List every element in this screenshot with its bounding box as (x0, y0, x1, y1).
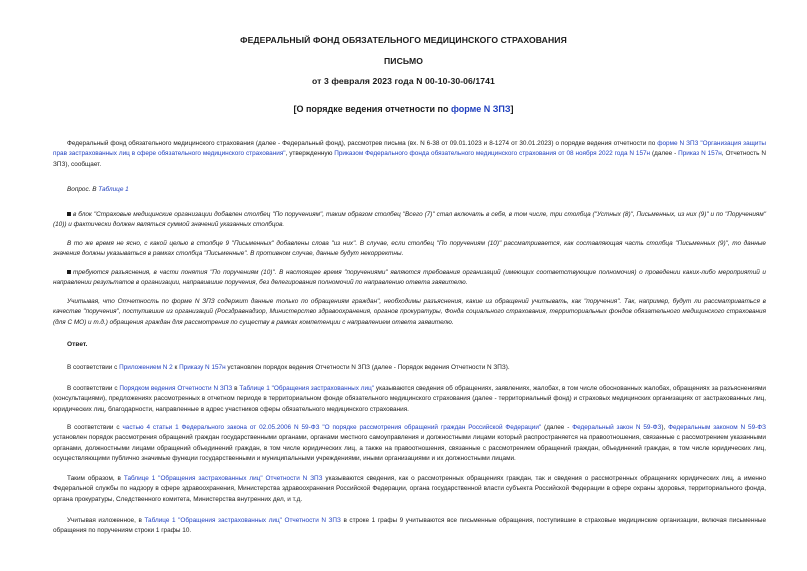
intro-text-2: , утвержденную (285, 150, 335, 158)
question-item-2-text: В то же время не ясно, с какой целью в столбце 9 "Письменных" добавлены слова "из них". В случае, если столбец "По поручениям (10)" рассматривается, как составляющая часть столбца "Письменных (9)", то данные значения должны указываться в рамках столбца "Письменные". В противном случае, данные будут некорректны. (53, 240, 766, 258)
subject-close: ] (510, 104, 514, 114)
law-59fz-link[interactable]: Федеральный закон N 59-ФЗ (572, 424, 662, 431)
bullet-icon (67, 212, 71, 216)
question-text: Вопрос. В (67, 186, 99, 193)
a3-text-3: ), (661, 424, 669, 431)
answer-paragraph-4 (53, 474, 766, 505)
org-heading: ФЕДЕРАЛЬНЫЙ ФОНД ОБЯЗАТЕЛЬНОГО МЕДИЦИНСКОГО СТРАХОВАНИЯ (240, 35, 567, 45)
order-157n-link[interactable]: Приказу N 157н (179, 364, 226, 371)
a4-text-2: указываются сведения, как о рассмотренных обращениях граждан, так и сведения о рассмотренных обращениях юридических лиц, а именно Федеральной службы по надзору в сфере здравоохранения, Министерства здравоохранения Российской Федерации, органа государственной власти субъекта Российской Федерации в сфере охраны здоровья, территориального фонда, органа прокуратуры, Следственного комитета, Министерства внутренних дел, и т.д. (53, 475, 766, 503)
date-number-heading: от 3 февраля 2023 года N 00-10-30-06/1741 (312, 76, 495, 86)
order-157n-link[interactable]: Приказ N 157н (678, 150, 722, 158)
answer-paragraph-2 (53, 384, 766, 415)
a1-text-3: установлен порядок ведения Отчетности N ЗПЗ (далее - Порядок ведения Отчетности N ЗПЗ). (225, 364, 510, 371)
question-item-1 (53, 210, 766, 231)
law-59fz-article-link[interactable]: частью 4 статьи 1 Федерального закона от 02.05.2006 N 59-ФЗ "О порядке рассмотрения обращений граждан Российской Федерации" (122, 424, 542, 431)
table-1-report-link[interactable]: Таблице 1 "Обращения застрахованных лиц" Отчетности N ЗПЗ (144, 517, 341, 524)
order-157n-full-link[interactable]: Приказом Федерального фонда обязательного медицинского страхования от 08 ноября 2022 года N 157н (334, 150, 651, 158)
question-item-3 (53, 268, 766, 289)
reporting-procedure-link[interactable]: Порядком ведения Отчетности N ЗПЗ (119, 385, 233, 392)
a5-text-2: в строке 1 графы 9 учитываются все письменные обращения, поступившие в страховые медицинские организации, включая письменные обращения по поручениям строки 1 графы 10. (53, 517, 766, 535)
a2-text-2: в (232, 385, 240, 392)
answer-paragraph-1 (53, 363, 766, 373)
table-1-link[interactable]: Таблице 1 (98, 186, 129, 193)
intro-text-1: Федеральный фонд обязательного медицинского страхования (далее - Федеральный фонд), рассмотрев письма (вх. N 6-38 от 09.01.1023 и 8-1274 от 30.01.2023) о порядке ведения отчетности по (67, 140, 658, 147)
subject-line (0, 104, 807, 114)
law-59fz-link-2[interactable]: Федеральным законом N 59-ФЗ (668, 424, 766, 431)
form-zpz-title-link[interactable]: форме N ЗПЗ "Организация защиты прав застрахованных лиц в сфере обязательного медицинского страхования" (53, 140, 766, 158)
question-item-4 (53, 297, 766, 328)
question-item-2 (53, 239, 766, 260)
answer-paragraph-5 (53, 516, 766, 537)
question-paragraph (53, 185, 766, 195)
question-item-3-text: требуются разъяснения, в части понятия "По поручениям (10)". В настоящее время "поручениями" являются требования организаций (имеющих соответствующие полномочия) о проведении каких-либо мероприятий и направлении результатов в организации, направившие поручения, без делегирования полномочий по направлению ответа заявителю. (53, 269, 766, 287)
answer-paragraph-3 (53, 423, 766, 464)
question-item-4-text: Учитывая, что Отчетность по форме N ЗПЗ содержит данные только по обращениям граждан", необходимы разъяснения, какие из обращений учитывать, как "поручения". Так, например, будут ли рассматриваться в качестве "поручения", поступившие из организаций (Росздравнадзор, Министерство здравоохранения, органов прокуратуры, Фонда социального страхования, территориальных фондов обязательного медицинского страхования (для С МО) и т.д.) обращения граждан для рассмотрения по существу в рамках компетенции с направлением ответа заявителю. (53, 298, 766, 326)
intro-paragraph (53, 139, 766, 170)
table-1-link[interactable]: Таблице 1 "Обращения застрахованных лиц" (239, 385, 375, 392)
appendix-2-link[interactable]: Приложением N 2 (119, 364, 173, 371)
a5-text-1: Учитывая изложенное, в (67, 517, 145, 524)
form-zpz-link[interactable]: форме N ЗПЗ (451, 104, 511, 114)
intro-text-4: , Отчетность N ЗПЗ), сообщает. (53, 150, 766, 168)
subject-open: [О порядке ведения отчетности по (293, 104, 451, 114)
a3-text-1: В соответствии с (67, 424, 123, 431)
intro-text-3: (далее - (650, 150, 679, 158)
answer-label: Ответ. (67, 341, 88, 348)
a1-text-1: В соответствии с (67, 364, 120, 371)
a2-text-1: В соответствии с (67, 385, 120, 392)
a3-text-4: установлен порядок рассмотрения обращений граждан государственными органами, органами местного самоуправления и должностными лицами который распространяется на правоотношения, связанные с рассмотрением указанными органами, должностными лицами обращений объединений граждан, в том числе юридических лиц, а также на правоотношения, связанные с рассмотрением обращений граждан, объединений граждан, в том числе юридических лиц, осуществляющими публично значимые функции государственными и муниципальными учреждениями, иными организациями и их должностными лицами. (53, 434, 766, 462)
doc-type-heading: ПИСЬМО (384, 56, 423, 66)
a2-text-3: указываются сведения об обращениях, заявлениях, жалобах, в том числе обоснованных жалобах, обращениях за разъяснениями (консультациями), предложениях рассмотренных в отчетном периоде в территориальном фонде обязательного медицинского страхования (далее - территориальный фонд) и страховых медицинских организациях от застрахованных лиц, юридических лиц, благодарности, направленные в адрес участников сферы обязательного медицинского страхования. (53, 385, 766, 413)
table-1-report-link[interactable]: Таблице 1 "Обращения застрахованных лиц" Отчетности N ЗПЗ (123, 475, 323, 482)
question-item-1-text: в блок "Страховые медицинские организации добавлен столбец "По поручениям", таким образом столбец "Всего (7)" стал включать в себя, в том числе, три столбца ("Устных (8)", Письменных, из них (9)" и по "Поручениям" (10)) и фактически должен являться суммой значений указанных столбцов. (53, 211, 766, 229)
a1-text-2: к (172, 364, 180, 371)
a4-text-1: Таким образом, в (67, 475, 124, 482)
a3-text-2: (далее - (541, 424, 573, 431)
bullet-icon (67, 270, 71, 274)
